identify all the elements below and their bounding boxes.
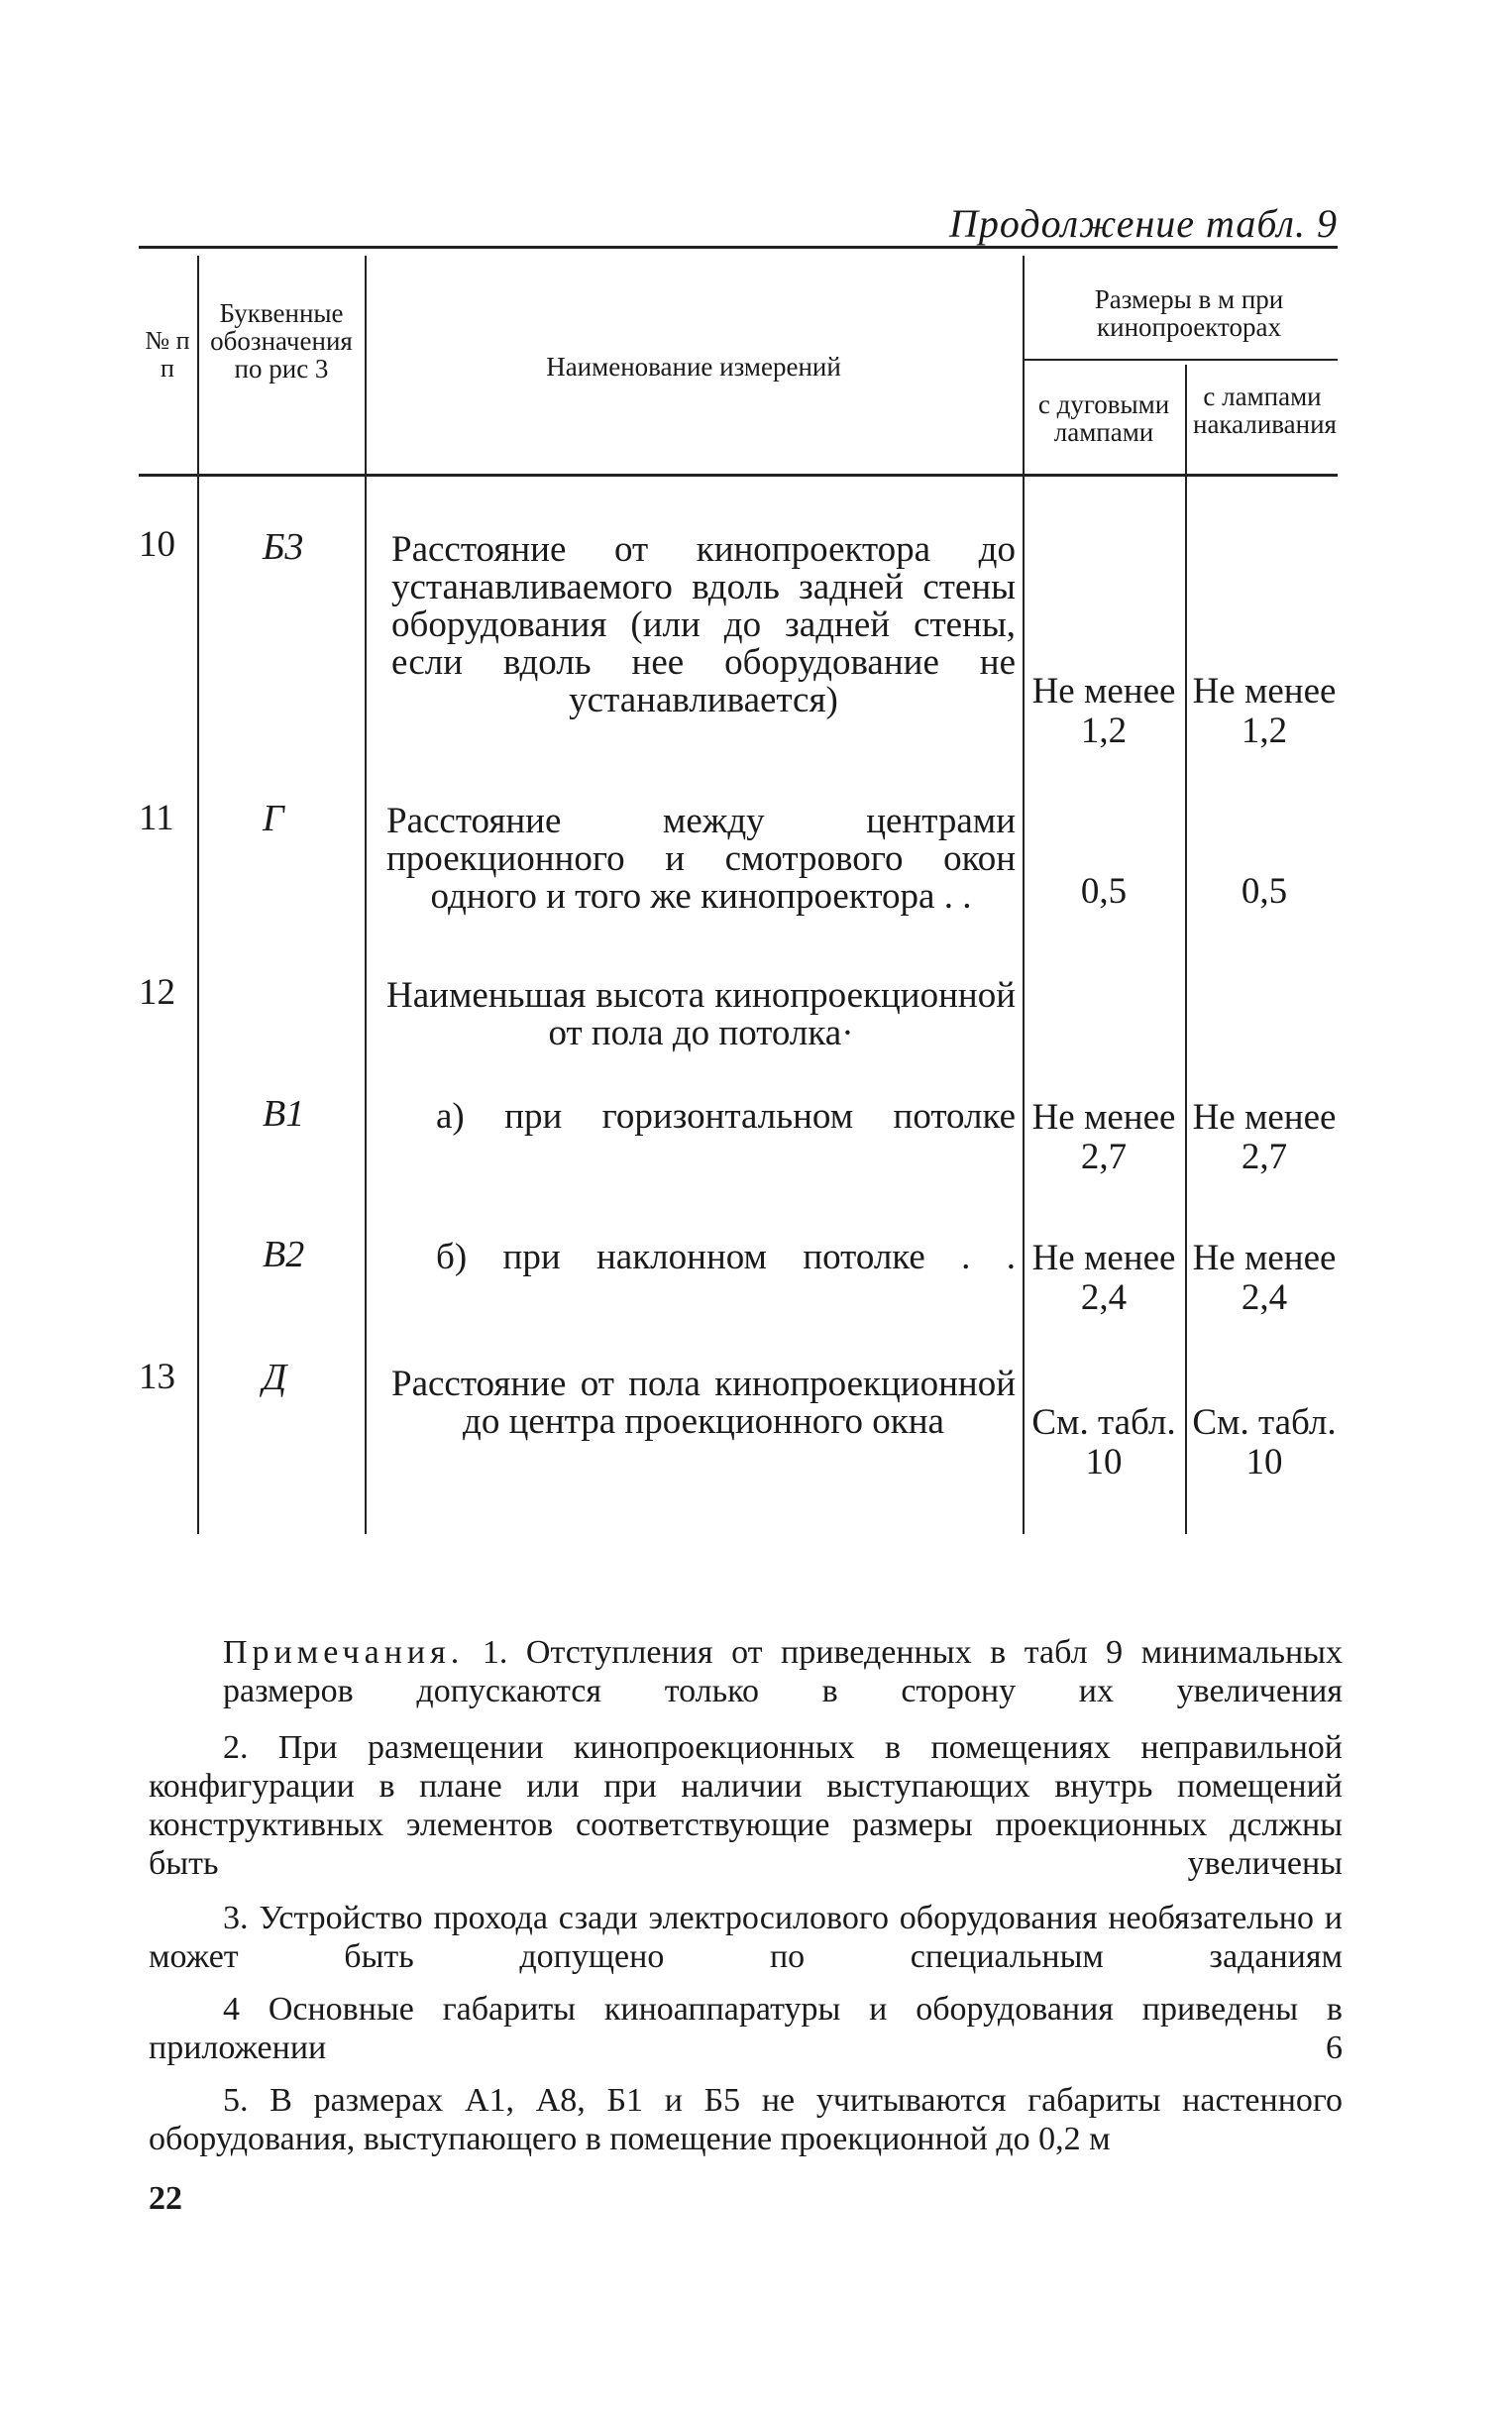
header-bottom-rule [139,474,1338,477]
header-arc: с дуговыми лампами [1037,389,1170,447]
row-value-arc: Не менее 1,2 [1031,671,1176,751]
note-3: 3. Устройство прохода сзади электросилового оборудования необязательно и может быть допущено по специальным заданиям [149,1900,1343,1975]
column-divider-4 [1185,365,1187,1534]
row-description: Наименьшая высота кинопроекционной от пола до потолка· [386,975,1016,1053]
header-mark: Буквенные обозначения по рис 3 [210,298,353,384]
note-1-text: 1. Отступления от приведенных в табл 9 минимальных размеров допускаются только в сторону их увеличения [223,1634,1344,1709]
row-description: Расстояние от кинопроектора до устанавливаемого вдоль задней стены оборудования (или до задней стены, если вдоль нее оборудование не устанавливается) [391,529,1016,720]
row-number: 10 [139,524,175,565]
header-name: Наименование измерений [546,352,841,382]
row-description: б) при наклонном потолке . . [436,1237,1016,1277]
column-divider-2 [365,256,367,1534]
row-mark: Г [263,798,284,839]
note-5: 5. В размерах А1, А8, Б1 и Б5 не учитываются габариты настенного оборудования, выступающего в помещение проекционной до 0,2 м [149,2082,1343,2157]
column-divider-1 [197,256,199,1534]
notes-heading: Примечания. [223,1634,465,1671]
row-value-arc: Не менее 2,4 [1031,1238,1176,1318]
continuation-label: Продолжение табл. 9 [948,201,1338,246]
header-no: № п п [145,326,190,383]
sizes-sub-rule [1023,359,1338,361]
row-mark: Б3 [263,526,304,568]
note-1 [223,1633,1343,1710]
row-description: а) при горизонтальном потолке [436,1096,1016,1137]
page-number: 22 [149,2180,182,2217]
row-number: 13 [139,1357,175,1397]
row-value-arc: Не менее 2,7 [1031,1097,1176,1177]
row-value-incand: Не менее 2,4 [1192,1238,1337,1318]
row-mark: Д [263,1357,287,1398]
table-top-rule [139,246,1338,249]
row-value-incand: См. табл. 10 [1192,1402,1337,1482]
row-mark: В1 [263,1093,305,1135]
row-value-incand: Не менее 1,2 [1192,671,1337,751]
row-number: 11 [139,798,174,838]
row-number: 12 [139,972,175,1013]
note-4: 4 Основные габариты киноаппаратуры и оборудования приведены в приложении 6 [149,1991,1343,2066]
header-sizes: Размеры в м при кинопроекторах [1094,284,1284,342]
row-mark: В2 [263,1234,305,1275]
row-value-arc: 0,5 [1080,871,1128,912]
note-2: 2. При размещении кинопроекционных в помещениях неправильной конфигурации в плане или при наличии выступающих внутрь помещений конструктивных элементов соответствующие размеры проекционных дслжны быть увеличены [149,1729,1343,1882]
row-value-incand: 0,5 [1241,871,1288,912]
row-description: Расстояние между центрами проекционного и смотрового окон одного и того же кинопроектора . . [386,801,1016,917]
row-description: Расстояние от пола кинопроекционной до центра проекционного окна [391,1364,1016,1442]
row-value-incand: Не менее 2,7 [1192,1097,1337,1177]
row-value-arc: См. табл. 10 [1031,1402,1176,1482]
header-incand: с лампами накаливания [1193,382,1337,439]
